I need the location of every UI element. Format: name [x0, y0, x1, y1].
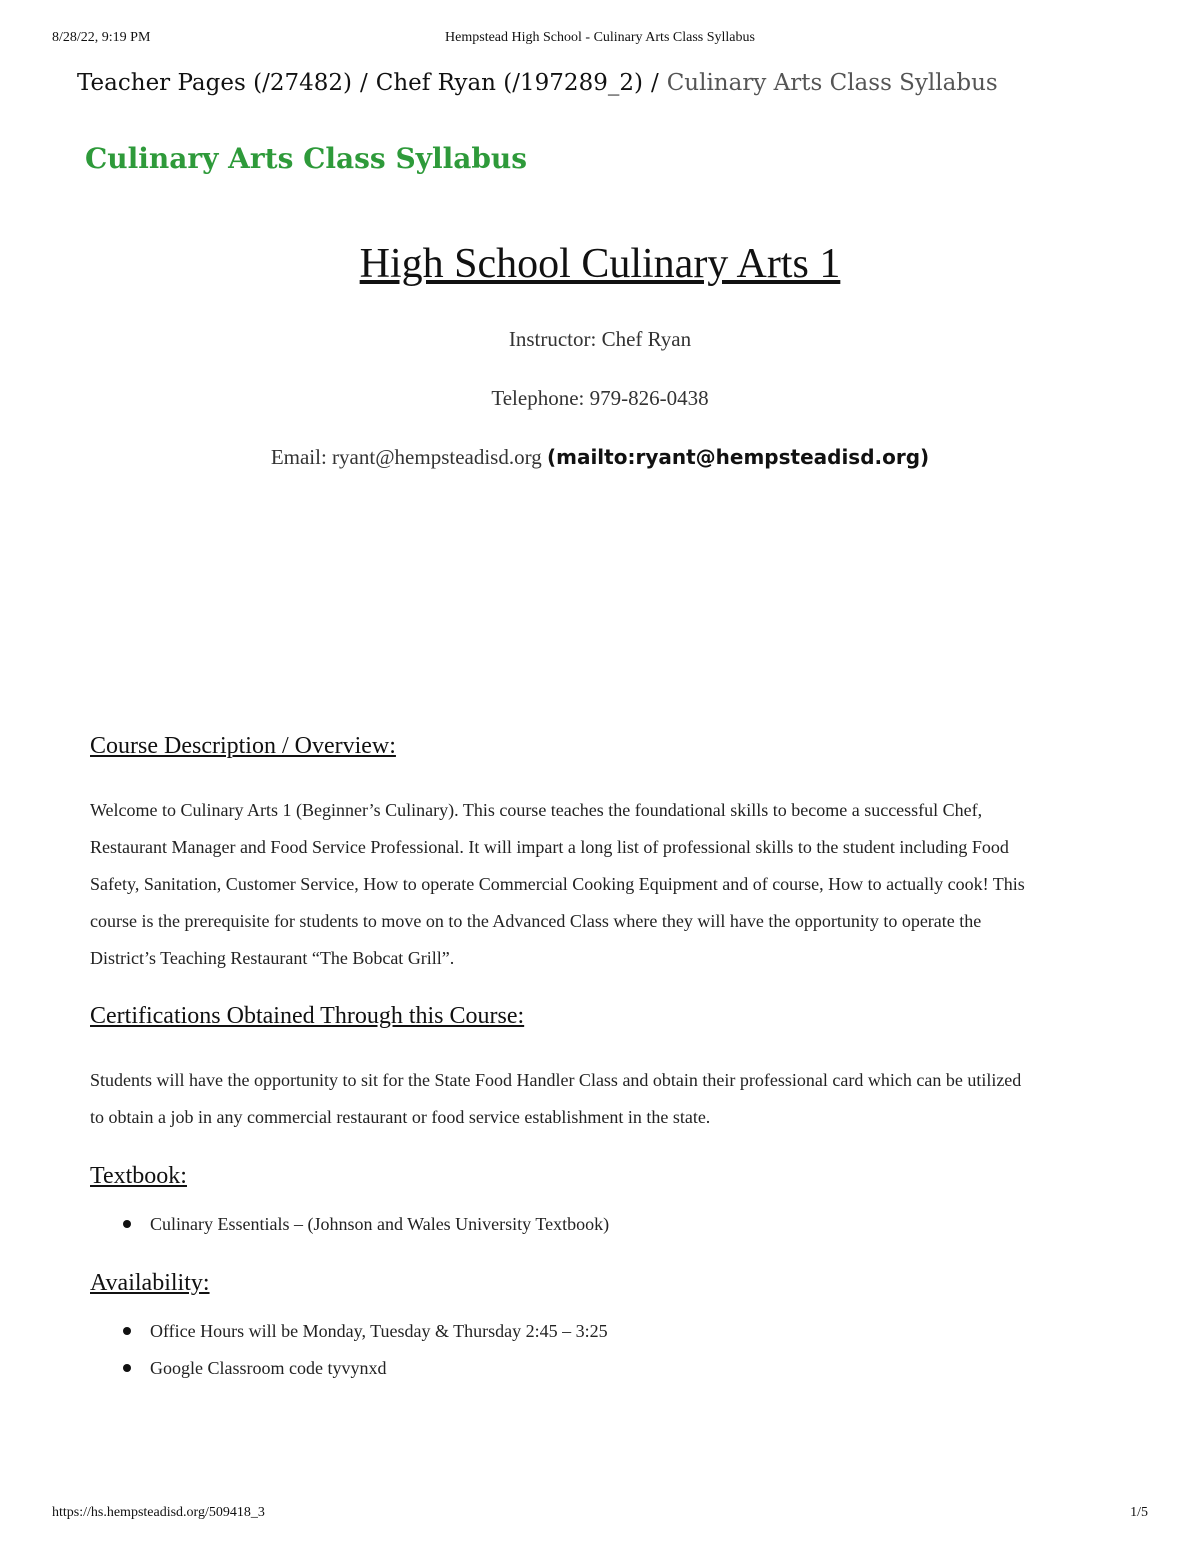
breadcrumb — [77, 70, 998, 96]
list-item-text: Culinary Essentials – (Johnson and Wales University Textbook) — [150, 1214, 610, 1234]
list-item — [90, 1313, 1030, 1350]
certifications-body — [90, 1062, 1030, 1136]
breadcrumb-separator: / — [359, 70, 368, 96]
page-number: 1/5 — [1130, 1505, 1148, 1520]
course-description-body — [90, 792, 1030, 977]
bullet-icon — [123, 1327, 131, 1335]
section-heading: Textbook: — [90, 1163, 187, 1189]
availability-list — [90, 1313, 1030, 1387]
section-heading: Availability: — [90, 1270, 210, 1296]
breadcrumb-chef-ryan-link[interactable]: Chef Ryan (/197289_2) — [375, 70, 643, 96]
print-url: https://hs.hempsteadisd.org/509418_3 — [52, 1505, 265, 1520]
email-mailto-link[interactable]: (mailto:ryant@hempsteadisd.org) — [546, 445, 930, 469]
page-title: Culinary Arts Class Syllabus — [85, 142, 528, 175]
section-body: Students will have the opportunity to sit for the State Food Handler Class and obtain their professional card which can be utilized to obtain a job in any commercial restaurant or food service establishment in the state. — [90, 1070, 1022, 1127]
textbook-list — [90, 1206, 1030, 1243]
print-datetime: 8/28/22, 9:19 PM — [52, 30, 151, 45]
section-textbook — [90, 1163, 1030, 1190]
bullet-icon — [123, 1220, 131, 1228]
bullet-icon — [123, 1364, 131, 1372]
section-certifications — [90, 1003, 1030, 1030]
print-footer — [52, 1505, 1148, 1525]
list-item-text: Google Classroom code tyvynxd — [150, 1358, 387, 1378]
section-heading: Course Description / Overview: — [90, 733, 396, 759]
section-course-description — [90, 733, 1030, 760]
course-title: High School Culinary Arts 1 — [359, 241, 841, 287]
email-text: Email: ryant@hempsteadisd.org — [270, 445, 542, 469]
list-item — [90, 1350, 1030, 1387]
breadcrumb-teacher-pages-link[interactable]: Teacher Pages (/27482) — [77, 70, 352, 96]
breadcrumb-current: Culinary Arts Class Syllabus — [666, 70, 998, 96]
list-item — [90, 1206, 1030, 1243]
section-heading: Certifications Obtained Through this Course: — [90, 1003, 525, 1029]
instructor-line: Instructor: Chef Ryan — [508, 327, 692, 351]
breadcrumb-separator: / — [650, 70, 659, 96]
telephone-line: Telephone: 979-826-0438 — [491, 386, 709, 410]
email-line — [0, 445, 1200, 470]
print-header — [52, 30, 1148, 50]
print-document-title: Hempstead High School - Culinary Arts Class Syllabus — [445, 30, 755, 45]
section-availability — [90, 1270, 1030, 1297]
section-body: Welcome to Culinary Arts 1 (Beginner’s Culinary). This course teaches the foundational skills to become a successful Chef, Restaurant Manager and Food Service Professional. It will impart a long list of professional skills to the student including Food Safety, Sanitation, Customer Service, How to operate Commercial Cooking Equipment and of course, How to actually cook! This course is the prerequisite for students to move on to the Advanced Class where they will have the opportunity to operate the District’s Teaching Restaurant “The Bobcat Grill”. — [90, 800, 1025, 968]
list-item-text: Office Hours will be Monday, Tuesday & Thursday 2:45 – 3:25 — [150, 1321, 608, 1341]
